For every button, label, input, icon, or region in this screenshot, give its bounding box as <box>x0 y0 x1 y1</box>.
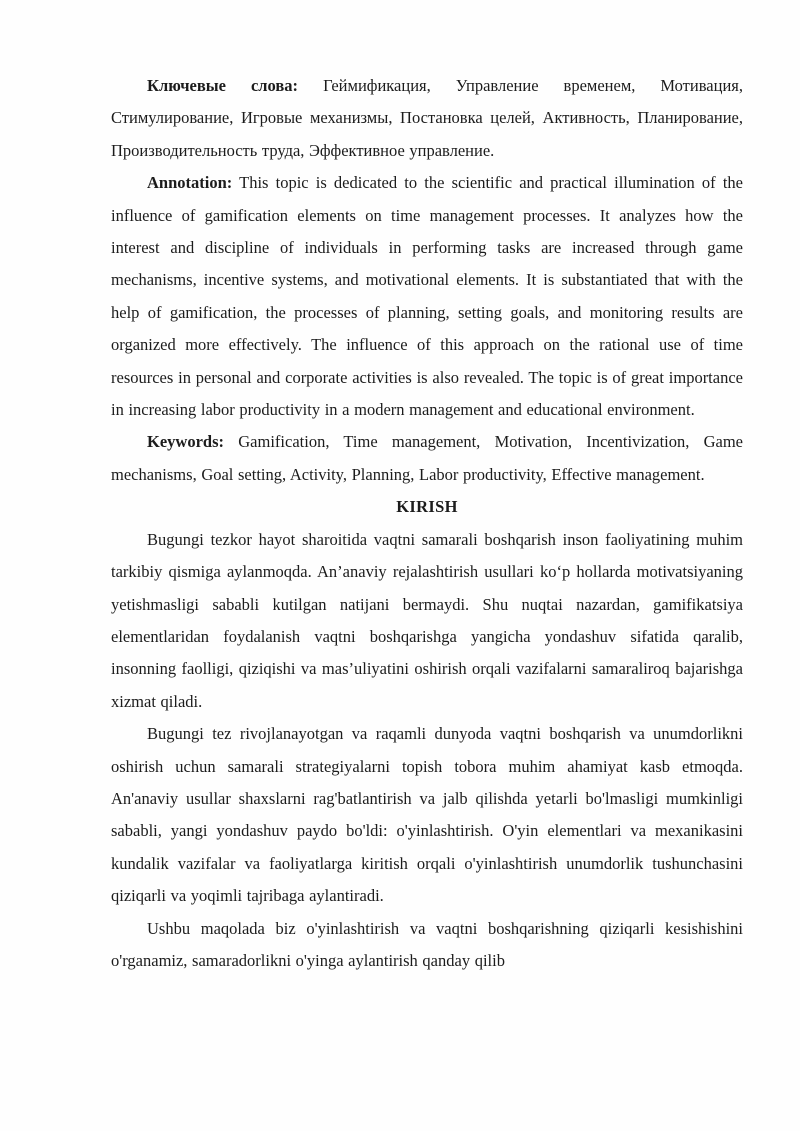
keywords-ru-label: Ключевые слова: <box>147 76 299 95</box>
keywords-en-label: Keywords: <box>147 432 224 452</box>
annotation-text: This topic is dedicated to the scientific and practical illumination of the influence of gamification elements on time management processes. It analyzes how the interest and discipline of individuals in performing tasks are increased through game mechanisms, incentive systems, and motivational elements. It is substantiated that with the help of gamification, the processes of planning, setting goals, and monitoring results are organized more effectively. The influence of this approach on the rational use of time resources in personal and corporate activities is also revealed. The topic is of great importance in increasing labor productivity in a modern management and educational environment. <box>111 173 743 420</box>
keywords-ru-paragraph <box>111 70 743 167</box>
annotation-label: Annotation: <box>147 173 233 193</box>
intro-paragraph-1: Bugungi tezkor hayot sharoitida vaqtni samarali boshqarish inson faoliyatining muhim tarkibiy qismiga aylanmoqda. An’anaviy rejalashtirish usullari koʻp hollarda motivatsiyaning yetishmasligi sababli kutilgan natijani bermaydi. Shu nuqtai nazardan, gamifikatsiya elementlaridan foydalanish vaqtni boshqarishga yangicha yondashuv sifatida qaralib, insonning faolligi, qiziqishi va mas’uliyatini oshirish orqali vazifalarni samaraliroq bajarishga xizmat qiladi. <box>111 529 743 711</box>
intro-paragraph-2: Bugungi tez rivojlanayotgan va raqamli dunyoda vaqtni boshqarish va unumdorlikni oshirish uchun samarali strategiyalarni topish tobora muhim ahamiyat kasb etmoqda. An'anaviy usullar shaxslarni rag'batlantirish va jalb qilishda yetarli bo'lmasligi mumkinligi sababli, yangi yondashuv paydo bo'ldi: o'yinlashtirish. O'yin elementlari va mexanikasini kundalik vazifalar va faoliyatlarga kiritish orqali o'yinlashtirish unumdorlik tushunchasini qiziqarli va yoqimli tajribaga aylantiradi. <box>111 724 743 906</box>
section-heading-kirish: KIRISH <box>396 497 458 517</box>
keywords-ru-text: Геймификация, Управление временем, Мотивация, Стимулирование, Игровые механизмы, Постановка целей, Активность, Планирование, Производительность труда, Эффективное управление. <box>111 76 743 160</box>
keywords-en-text: Gamification, Time management, Motivation, Incentivization, Game mechanisms, Goal setting, Activity, Planning, Labor productivity, Effective management. <box>111 432 744 484</box>
intro-paragraph-3: Ushbu maqolada biz o'yinlashtirish va vaqtni boshqarishning qiziqarli kesishishini o'rganamiz, samaradorlikni o'yinga aylantirish qanday qilib <box>111 918 743 970</box>
keywords-en-paragraph <box>111 426 743 491</box>
annotation-paragraph <box>111 167 743 426</box>
